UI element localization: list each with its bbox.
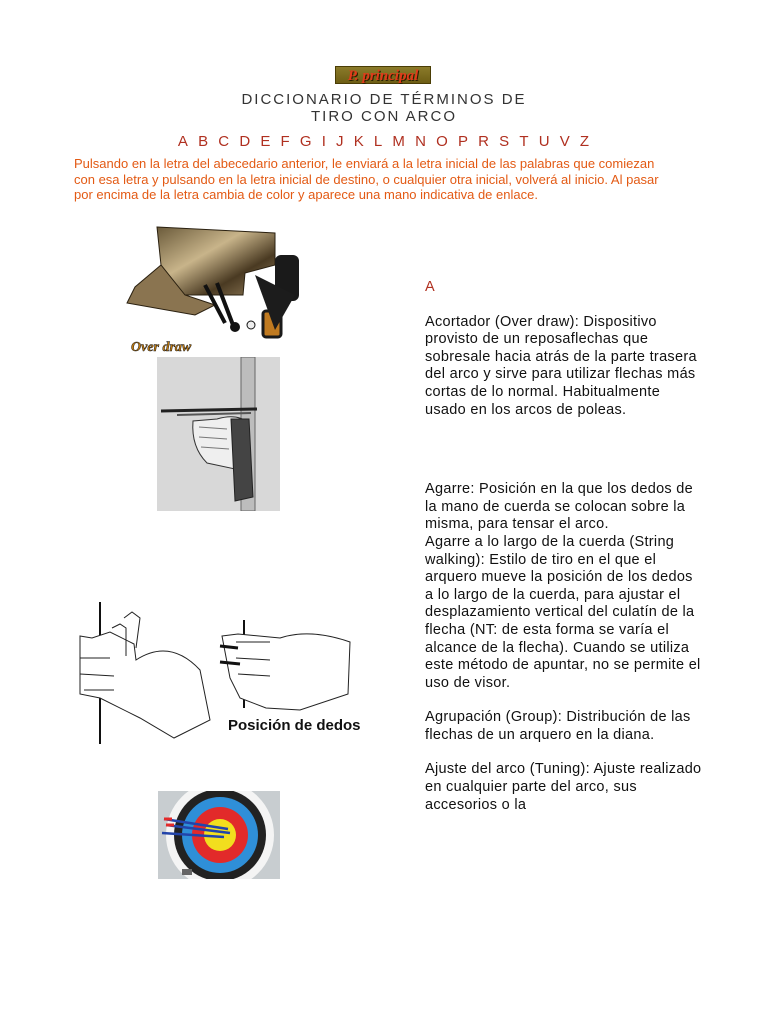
- alphabet-link[interactable]: L: [373, 133, 384, 150]
- alphabet-link[interactable]: I: [321, 133, 327, 150]
- page-title-line1: DICCIONARIO DE TÉRMINOS DE: [241, 91, 527, 108]
- alphabet-link[interactable]: P: [457, 133, 469, 150]
- alphabet-link[interactable]: R: [478, 133, 490, 150]
- section-letter-a: A: [425, 279, 435, 295]
- alphabet-link[interactable]: O: [436, 133, 449, 150]
- target-image: [158, 791, 280, 879]
- entry-ajuste: Ajuste del arco (Tuning): Ajuste realizado en cualquier parte del arco, sus accesorios o la: [425, 761, 702, 813]
- alphabet-link[interactable]: B: [198, 133, 210, 150]
- principal-link-button[interactable]: P. principal: [335, 66, 431, 84]
- alphabet-link[interactable]: T: [519, 133, 530, 150]
- page-title-line2: TIRO CON ARCO: [310, 108, 457, 125]
- alphabet-link[interactable]: C: [218, 133, 231, 150]
- alphabet-link[interactable]: F: [280, 133, 291, 150]
- finger-position-caption: Posición de dedos: [228, 717, 361, 734]
- dictionary-content: [425, 279, 705, 814]
- alphabet-link[interactable]: U: [538, 133, 551, 150]
- alphabet-link[interactable]: N: [415, 133, 427, 150]
- alphabet-link[interactable]: K: [353, 133, 365, 150]
- alphabet-link[interactable]: Z: [579, 133, 591, 150]
- intro-paragraph: Pulsando en la letra del abecedario anterior, le enviará a la letra inicial de las palabras que comiezan con esa letra y pulsando en la letra inicial de destino, o cualquier otra inicial, volverá al inicio. Al pasar por encima de la letra cambia de color y aparece una mano indicativa de enlace.: [74, 156, 659, 202]
- finger-position-image: [70, 598, 362, 746]
- overdraw-image: [125, 225, 310, 360]
- alphabet-link[interactable]: G: [299, 133, 313, 150]
- entry-agrupacion: Agrupación (Group): Distribución de las flechas de un arquero en la diana.: [425, 709, 691, 743]
- alphabet-link[interactable]: V: [559, 133, 571, 150]
- alphabet-link[interactable]: D: [239, 133, 252, 150]
- alphabet-nav: [0, 133, 768, 150]
- alphabet-link[interactable]: E: [260, 133, 272, 150]
- entry-acortador: Acortador (Over draw): Dispositivo provisto de un reposaflechas que sobresale hacia atrás de la parte trasera del arco y sirve para utilizar flechas más cortas de lo normal. Habitualmente usado en los arcos de poleas.: [425, 313, 697, 418]
- alphabet-link[interactable]: J: [336, 133, 345, 150]
- entry-agarre: Agarre: Posición en la que los dedos de la mano de cuerda se colocan sobre la misma, para tensar el arco.: [425, 481, 694, 533]
- entry-agarre-largo: Agarre a lo largo de la cuerda (String walking): Estilo de tiro en el que el arquero mueve la posición de los dedos a lo largo de la cuerda, para ajustar el desplazamiento vertical del culatín de la flecha (NT: de esta forma se varía el alcance de la flecha). Cuando se utiliza este método de apuntar, no se permite el uso de visor.: [425, 533, 701, 691]
- alphabet-link[interactable]: S: [499, 133, 511, 150]
- alphabet-link[interactable]: M: [392, 133, 406, 150]
- bow-grip-image: [157, 357, 280, 511]
- alphabet-link[interactable]: A: [177, 133, 189, 150]
- overdraw-caption: Over draw: [131, 340, 192, 355]
